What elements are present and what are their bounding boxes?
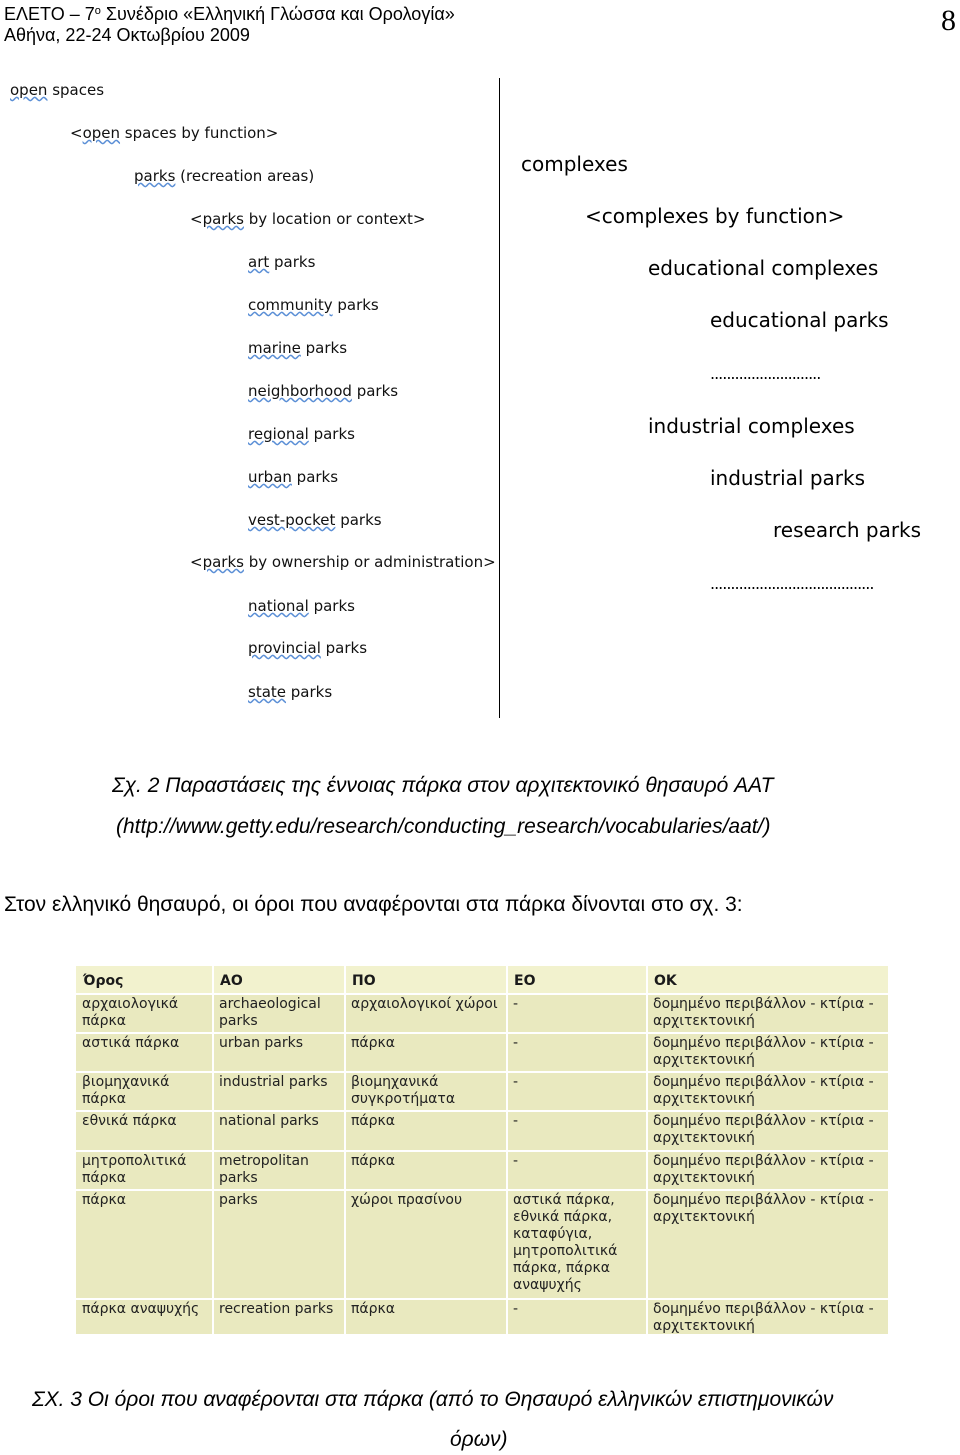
table-header-cell: Όρος: [83, 973, 124, 989]
table-header-cell: ΟΚ: [654, 973, 677, 989]
header-date: Αθήνα, 22-24 Οκτωβρίου 2009: [4, 25, 250, 45]
left-tree-item: neighborhood parks: [248, 382, 399, 400]
table-row-divider: [76, 1032, 888, 1034]
left-tree-item: regional parks: [248, 425, 355, 443]
right-tree-item: educational complexes: [648, 256, 879, 280]
table-cell: πάρκα: [82, 1192, 127, 1208]
right-tree-item: complexes: [521, 152, 628, 176]
table-cell: αρχαιολογικοί χώροι: [351, 996, 498, 1012]
table-cell: archaeological parks: [219, 996, 321, 1029]
terms-table: [76, 966, 888, 1334]
table-cell: -: [513, 1035, 519, 1051]
table-cell: -: [513, 1074, 519, 1090]
table-cell: αστικά πάρκα: [82, 1035, 180, 1051]
table-cell: δομημένο περιβάλλον - κτίρια - αρχιτεκτονική: [653, 1192, 874, 1225]
table-cell: δομημένο περιβάλλον - κτίρια - αρχιτεκτονική: [653, 1035, 874, 1068]
table-cell: -: [513, 996, 519, 1012]
left-tree-item: state parks: [248, 683, 333, 701]
table-cell: δομημένο περιβάλλον - κτίρια - αρχιτεκτονική: [653, 1301, 874, 1334]
table-cell: πάρκα αναψυχής: [82, 1301, 200, 1317]
left-tree-item: community parks: [248, 296, 379, 314]
table-cell: industrial parks: [219, 1074, 328, 1090]
table-cell: πάρκα: [351, 1301, 396, 1317]
table-cell: -: [513, 1301, 519, 1317]
left-tree-item: parks (recreation areas): [134, 167, 315, 185]
table-cell: national parks: [219, 1113, 319, 1129]
table-cell: πάρκα: [351, 1035, 396, 1051]
table-cell: βιομηχανικά πάρκα: [82, 1074, 170, 1107]
table-cell: δομημένο περιβάλλον - κτίρια - αρχιτεκτονική: [653, 996, 874, 1029]
table-header-cell: ΕΟ: [514, 973, 536, 989]
left-tree-item: <parks by location or context>: [190, 210, 426, 228]
left-tree-item: urban parks: [248, 468, 339, 486]
table-cell: μητροπολιτικά πάρκα: [82, 1153, 187, 1186]
figure-caption-2-line2: (http://www.getty.edu/research/conducting_research/vocabularies/aat/): [116, 815, 771, 838]
table-row-divider: [76, 1150, 888, 1152]
table-cell: αστικά πάρκα, εθνικά πάρκα, καταφύγια, μητροπολιτικά πάρκα, πάρκα αναψυχής: [513, 1192, 618, 1293]
table-cell: metropolitan parks: [219, 1153, 309, 1186]
table-cell: parks: [219, 1192, 258, 1208]
table-cell: χώροι πρασίνου: [351, 1192, 463, 1208]
table-cell: -: [513, 1113, 519, 1129]
table-row-divider: [76, 1071, 888, 1073]
figure-caption-3-line1: ΣΧ. 3 Οι όροι που αναφέρονται στα πάρκα (από το Θησαυρό ελληνικών επιστημονικών: [32, 1388, 834, 1411]
table-cell: εθνικά πάρκα: [82, 1113, 177, 1129]
left-tree-item: provincial parks: [248, 639, 368, 657]
left-tree-item: <open spaces by function>: [70, 124, 279, 142]
left-tree-item: marine parks: [248, 339, 348, 357]
left-tree-item: national parks: [248, 597, 355, 615]
table-cell: πάρκα: [351, 1153, 396, 1169]
right-tree-item: ...........................: [710, 364, 821, 383]
right-tree-item: ........................................: [710, 574, 874, 593]
right-tree-item: research parks: [773, 518, 922, 542]
figure-caption-3-line2: όρων): [450, 1428, 508, 1451]
left-tree-item: vest-pocket parks: [248, 511, 382, 529]
table-cell: recreation parks: [219, 1301, 334, 1317]
left-tree-item: <parks by ownership or administration>: [190, 553, 496, 571]
body-paragraph: Στον ελληνικό θησαυρό, οι όροι που αναφέρονται στα πάρκα δίνονται στο σχ. 3:: [4, 893, 743, 916]
page-number: 8: [941, 4, 956, 37]
table-row-divider: [76, 1189, 888, 1191]
table-cell: δομημένο περιβάλλον - κτίρια - αρχιτεκτονική: [653, 1113, 874, 1146]
table-cell: -: [513, 1153, 519, 1169]
divider-line: [499, 78, 500, 718]
table-header-cell: ΑΟ: [220, 973, 243, 989]
table-cell: δομημένο περιβάλλον - κτίρια - αρχιτεκτονική: [653, 1153, 874, 1186]
table-row-divider: [76, 1298, 888, 1300]
left-tree-item: open spaces: [10, 81, 105, 99]
left-tree-item: art parks: [248, 253, 316, 271]
table-cell: δομημένο περιβάλλον - κτίρια - αρχιτεκτονική: [653, 1074, 874, 1107]
table-cell: αρχαιολογικά πάρκα: [82, 996, 179, 1029]
table-cell: βιομηχανικά συγκροτήματα: [351, 1074, 456, 1107]
right-tree-item: educational parks: [710, 308, 889, 332]
table-cell: πάρκα: [351, 1113, 396, 1129]
header-title: ΕΛΕΤΟ – $7^o$ Συνέδριο «Ελληνική Γλώσσα και Ορολογία»: [4, 4, 455, 24]
right-tree-item: industrial complexes: [648, 414, 855, 438]
table-cell: urban parks: [219, 1035, 304, 1051]
right-tree-item: <complexes by function>: [585, 204, 845, 228]
figure-caption-2-line1: Σχ. 2 Παραστάσεις της έννοιας πάρκα στον αρχιτεκτονικό θησαυρό AAT: [112, 774, 774, 797]
table-row-divider: [76, 1110, 888, 1112]
right-tree-item: industrial parks: [710, 466, 865, 490]
table-header-cell: ΠΟ: [352, 973, 376, 989]
table-row-divider: [76, 993, 888, 995]
